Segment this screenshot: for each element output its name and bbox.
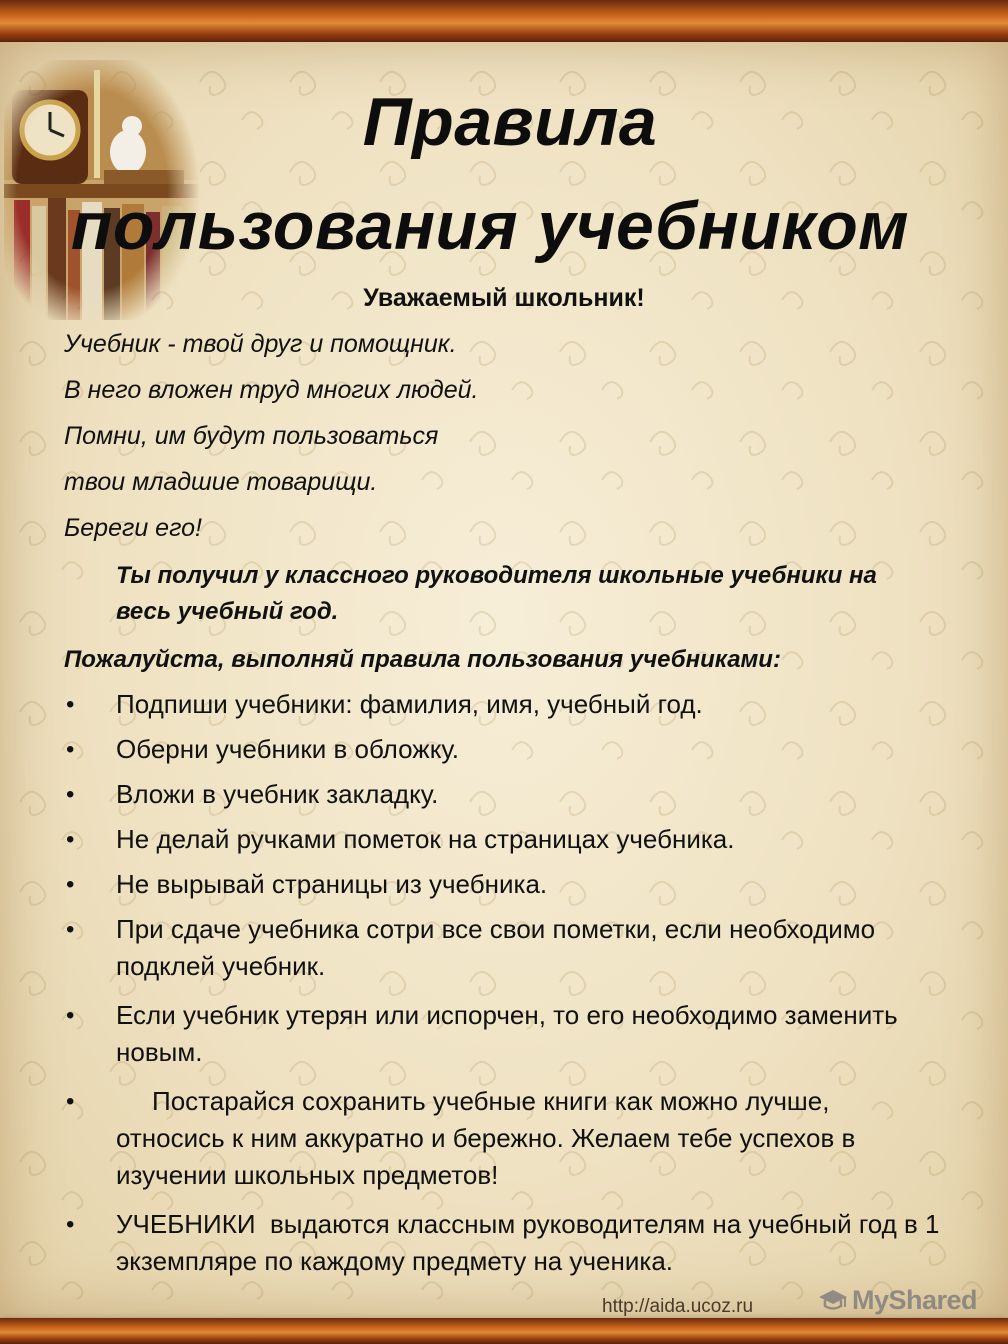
intro-line: В него вложен труд многих людей. (64, 376, 479, 404)
rule-text: Постарайся сохранить учебные книги как можно лучше, относись к ним аккуратно и бережно. Желаем тебе успехов в изучении школьных предметов! (116, 1086, 856, 1190)
rule-text: Подпиши учебники: фамилия, имя, учебный год. (116, 689, 703, 719)
bottom-wooden-frame (0, 1318, 1008, 1344)
rule-item (64, 911, 944, 985)
bullet-icon: • (66, 916, 75, 943)
rule-item (64, 1206, 947, 1280)
rule-text: Оберни учебники в обложку. (116, 734, 459, 764)
bullet-icon: • (66, 1088, 75, 1115)
rule-text: Вложи в учебник закладку. (116, 779, 439, 809)
received-notice: Ты получил у классного руководителя школьные учебники на весь учебный год. (116, 562, 877, 625)
bullet-icon: • (66, 1002, 75, 1029)
mortarboard-icon (818, 1285, 848, 1315)
rule-item (64, 776, 944, 813)
intro-line: Помни, им будут пользоваться (64, 422, 439, 450)
rule-item (64, 821, 944, 858)
bullet-icon: • (66, 736, 75, 763)
greeting: Уважаемый школьник! (363, 284, 645, 312)
source-url: http://aida.ucoz.ru (602, 1296, 754, 1317)
bullet-icon: • (66, 826, 75, 853)
rule-text: Не вырывай страницы из учебника. (116, 869, 548, 899)
page-title-line-2: пользования учебником (70, 188, 910, 264)
bullet-icon: • (66, 871, 75, 898)
intro-line: Береги его! (64, 514, 202, 542)
page-title-line-1: Правила (362, 84, 658, 160)
rule-text: При сдаче учебника сотри все свои пометки, если необходимо подклей учебник. (116, 914, 876, 981)
top-wooden-frame (0, 0, 1008, 42)
intro-line: твои младшие товарищи. (64, 468, 378, 496)
bullet-icon: • (66, 781, 75, 808)
rule-text: Не делай ручками пометок на страницах учебника. (116, 824, 735, 854)
bullet-icon: • (66, 691, 75, 718)
bullet-icon: • (66, 1211, 75, 1238)
rules-list (64, 686, 947, 1288)
rule-text: Если учебник утерян или испорчен, то его необходимо заменить новым. (116, 1000, 898, 1067)
rule-item (64, 1083, 944, 1194)
rule-item (64, 686, 944, 723)
watermark-text: MyShared (852, 1284, 978, 1315)
rule-item (64, 866, 944, 903)
rule-item (64, 731, 944, 768)
intro-line: Учебник - твой друг и помощник. (64, 330, 457, 358)
rules-heading: Пожалуйста, выполняй правила пользования учебниками: (64, 646, 781, 673)
rule-text: УЧЕБНИКИ выдаются классным руководителям на учебный год в 1 экземпляре по каждому предмету на ученика. (116, 1209, 947, 1276)
watermark (818, 1282, 977, 1318)
rule-item (64, 997, 944, 1071)
